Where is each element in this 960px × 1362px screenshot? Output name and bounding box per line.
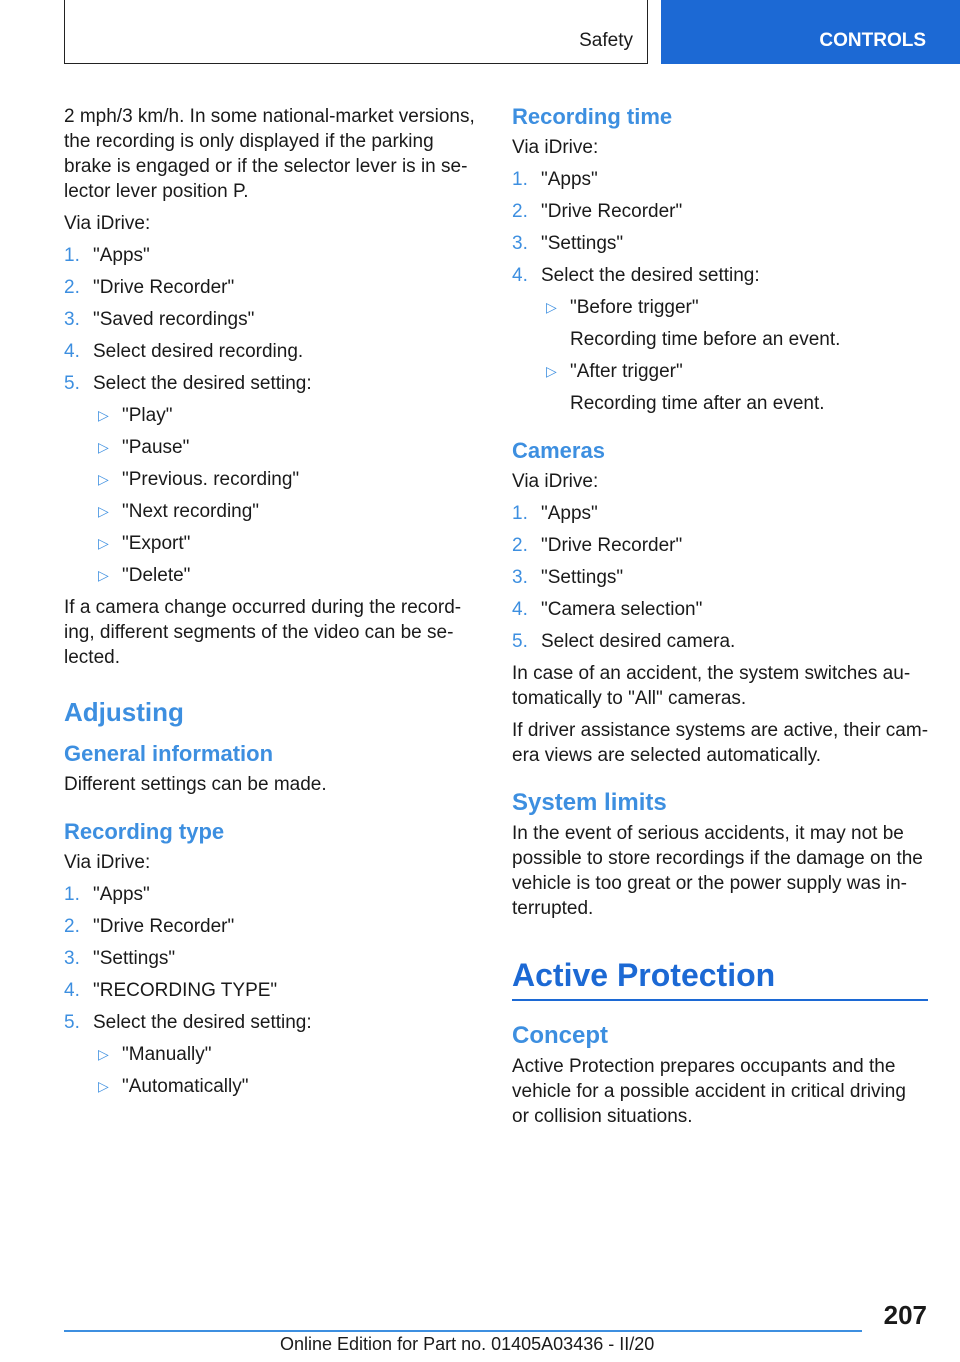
list-item: 3. "Settings" <box>64 948 176 969</box>
list-item: 2. "Drive Recorder" <box>512 535 683 556</box>
list-item: 2. "Drive Recorder" <box>512 201 683 222</box>
list-item: 1. "Apps" <box>64 245 150 266</box>
via-idrive-label: Via iDrive: <box>64 213 151 234</box>
footer-edition: Online Edition for Part no. 01405A03436 - II/20 <box>280 1334 655 1354</box>
header-section-box <box>64 0 648 64</box>
list-item: 1. "Apps" <box>512 169 598 190</box>
cameras-accident-note: In case of an accident, the system switches automatically to "All" cameras. <box>512 663 911 709</box>
list-item: 5. Select the desired setting: ▷ "Manually" ▷ "Automatically" <box>64 1010 480 1099</box>
bullet-triangle-icon: ▷ <box>98 471 109 487</box>
list-item: 1. "Apps" <box>512 503 598 524</box>
bullet-triangle-icon: ▷ <box>98 535 109 551</box>
heading-cameras: Cameras <box>512 438 605 463</box>
recording-time-steps <box>512 167 928 416</box>
list-item: 4. Select desired recording. <box>64 341 304 362</box>
page-number: 207 <box>883 1300 927 1330</box>
footer-divider <box>64 1330 862 1332</box>
list-item: 4. "Camera selection" <box>512 599 703 620</box>
bullet-triangle-icon: ▷ <box>98 1078 109 1094</box>
right-column <box>512 104 928 1136</box>
list-item: ▷ "Manually" <box>98 1044 212 1065</box>
bullet-triangle-icon: ▷ <box>98 503 109 519</box>
via-idrive-label: Via iDrive: <box>512 137 599 158</box>
bullet-triangle-icon: ▷ <box>98 1046 109 1062</box>
bullet-triangle-icon: ▷ <box>546 299 557 315</box>
header-chapter-tab: CONTROLS <box>661 0 960 64</box>
list-item: 1. "Apps" <box>64 884 150 905</box>
list-item: 2. "Drive Recorder" <box>64 277 235 298</box>
bullet-triangle-icon: ▷ <box>98 567 109 583</box>
via-idrive-label: Via iDrive: <box>512 471 599 492</box>
list-item: 3. "Settings" <box>512 567 624 588</box>
bullet-triangle-icon: ▷ <box>98 439 109 455</box>
recording-time-options <box>541 295 928 416</box>
list-item: ▷ "Delete" <box>98 565 191 586</box>
list-item: 4. Select the desired setting: ▷ "Before trigger" Recording time before an event. ▷ "After trigger" Recording time after an event. <box>512 263 928 416</box>
saved-recordings-steps <box>64 243 480 588</box>
list-item: ▷ "Previous. recording" <box>98 469 300 490</box>
cameras-assistance-note: If driver assistance systems are active, their camera views are selected automatically. <box>512 720 929 766</box>
intro-paragraph: 2 mph/3 km/h. In some national-market versions, the recording is only displayed if the parking brake is engaged or if the selector lever is in selector lever position P. <box>64 106 475 202</box>
list-item: ▷ "Export" <box>98 533 191 554</box>
list-item: 3. "Settings" <box>512 233 624 254</box>
list-item: ▷ "Next recording" <box>98 501 260 522</box>
system-limits-text: In the event of serious accidents, it may not be possible to store recordings if the damage on the vehicle is too great or the power supply was interrupted. <box>512 823 923 919</box>
list-item: ▷ "Before trigger" Recording time before an event. <box>546 297 841 350</box>
recording-type-options <box>93 1042 480 1099</box>
list-item: 5. Select desired camera. <box>512 631 736 652</box>
recording-type-steps <box>64 882 480 1099</box>
list-item: 2. "Drive Recorder" <box>64 916 235 937</box>
heading-concept: Concept <box>512 1022 608 1049</box>
list-item: ▷ "Pause" <box>98 437 190 458</box>
list-item: ▷ "Automatically" <box>98 1076 249 1097</box>
bullet-triangle-icon: ▷ <box>98 407 109 423</box>
list-item: ▷ "Play" <box>98 405 173 426</box>
list-item: ▷ "After trigger" Recording time after an event. <box>546 361 825 414</box>
left-column <box>64 104 480 1106</box>
heading-system-limits: System limits <box>512 789 667 816</box>
heading-recording-type: Recording type <box>64 819 225 844</box>
cameras-steps <box>512 501 928 654</box>
heading-adjusting: Adjusting <box>64 697 184 727</box>
segments-note: If a camera change occurred during the recording, different segments of the video can be selected. <box>64 597 462 668</box>
heading-active-protection: Active Protection <box>512 955 928 1001</box>
list-item: 4. "RECORDING TYPE" <box>64 980 278 1001</box>
bullet-triangle-icon: ▷ <box>546 363 557 379</box>
heading-general-information: General information <box>64 741 274 766</box>
concept-text: Active Protection prepares occupants and the vehicle for a possible accident in critical driving or collision situations. <box>512 1056 906 1127</box>
list-item: 3. "Saved recordings" <box>64 309 255 330</box>
list-item: 5. Select the desired setting: ▷ "Play" ▷ "Pause" ▷ "Previous. recording" ▷ "Next recording" ▷ "Export" ▷ "Delete" <box>64 371 480 588</box>
via-idrive-label: Via iDrive: <box>64 852 151 873</box>
header-section-label: Safety <box>579 30 633 51</box>
general-text: Different settings can be made. <box>64 774 327 795</box>
heading-recording-time: Recording time <box>512 104 673 129</box>
playback-options <box>93 403 480 588</box>
